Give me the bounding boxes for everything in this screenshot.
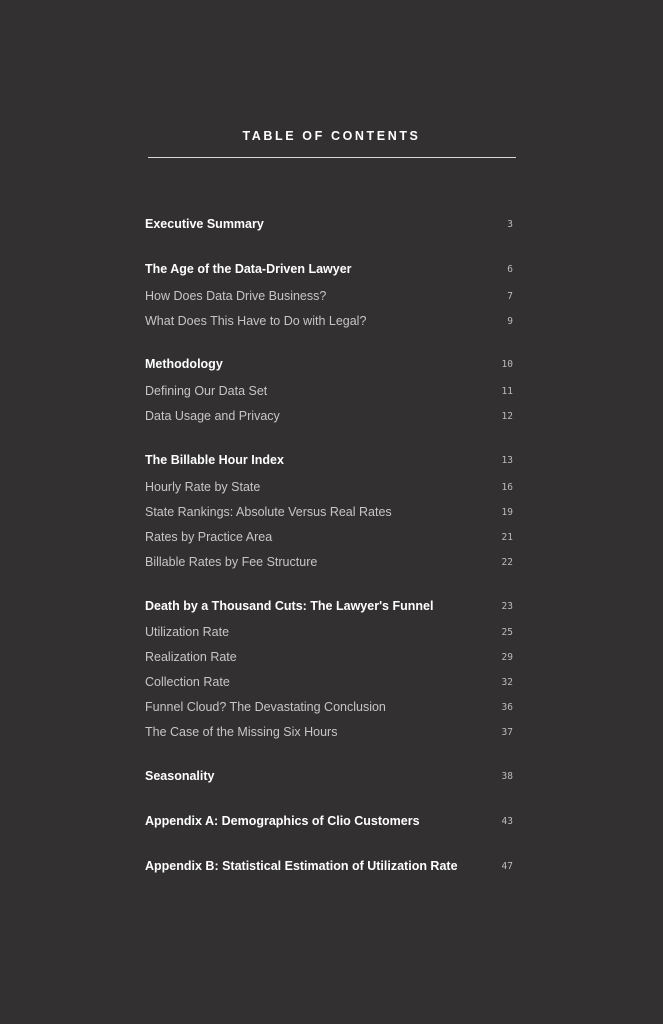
toc-entry-label: Funnel Cloud? The Devastating Conclusion xyxy=(145,700,386,714)
toc-entry-page: 32 xyxy=(501,676,513,688)
toc-entry-label: Utilization Rate xyxy=(145,625,230,639)
toc-subentry-missing-six-hours[interactable] xyxy=(145,723,513,741)
toc-subentry-collection-rate[interactable] xyxy=(145,673,513,691)
toc-entry-label: Methodology xyxy=(145,357,223,371)
toc-entry-seasonality[interactable] xyxy=(145,767,513,785)
title-divider xyxy=(148,157,516,158)
toc-subentry-realization-rate[interactable] xyxy=(145,648,513,666)
toc-entry-page: 36 xyxy=(501,701,513,713)
toc-subentry-practice-area[interactable] xyxy=(145,528,513,546)
toc-entry-label: Defining Our Data Set xyxy=(145,384,268,398)
toc-entry-page: 47 xyxy=(501,860,513,872)
toc-entry-page: 6 xyxy=(507,263,513,275)
toc-entry-page: 3 xyxy=(507,218,513,230)
toc-entry-label: The Case of the Missing Six Hours xyxy=(145,725,338,739)
toc-subentry-state-rankings[interactable] xyxy=(145,503,513,521)
toc-entry-page: 43 xyxy=(501,815,513,827)
toc-entry-methodology[interactable] xyxy=(145,355,513,373)
toc-subentry-funnel-cloud[interactable] xyxy=(145,698,513,716)
toc-entry-label: State Rankings: Absolute Versus Real Rates xyxy=(145,505,392,519)
toc-entry-label: Appendix A: Demographics of Clio Customers xyxy=(145,814,420,828)
toc-entry-page: 13 xyxy=(501,454,513,466)
toc-entry-page: 12 xyxy=(501,410,513,422)
toc-entry-page: 37 xyxy=(501,726,513,738)
toc-entry-label: Collection Rate xyxy=(145,675,230,689)
toc-entry-label: Hourly Rate by State xyxy=(145,480,261,494)
toc-subentry-fee-structure[interactable] xyxy=(145,553,513,571)
toc-entry-label: Executive Summary xyxy=(145,217,264,231)
toc-entry-page: 23 xyxy=(501,600,513,612)
toc-entry-appendix-b[interactable] xyxy=(145,857,513,875)
toc-entry-page: 29 xyxy=(501,651,513,663)
toc-entry-page: 38 xyxy=(501,770,513,782)
toc-entry-label: The Billable Hour Index xyxy=(145,453,284,467)
toc-subentry-data-drive-business[interactable] xyxy=(145,287,513,305)
toc-entry-label: Billable Rates by Fee Structure xyxy=(145,555,318,569)
toc-entry-executive-summary[interactable] xyxy=(145,215,513,233)
toc-entry-label: What Does This Have to Do with Legal? xyxy=(145,314,367,328)
toc-entry-label: Death by a Thousand Cuts: The Lawyer's Funnel xyxy=(145,599,434,613)
toc-entry-page: 21 xyxy=(501,531,513,543)
toc-entry-label: The Age of the Data-Driven Lawyer xyxy=(145,262,352,276)
toc-entry-page: 25 xyxy=(501,626,513,638)
toc-entry-page: 16 xyxy=(501,481,513,493)
toc-title: TABLE OF CONTENTS xyxy=(242,129,421,143)
toc-entry-page: 11 xyxy=(501,385,513,397)
toc-entry-billable-hour-index[interactable] xyxy=(145,451,513,469)
toc-entry-lawyers-funnel[interactable] xyxy=(145,597,513,615)
toc-entry-label: How Does Data Drive Business? xyxy=(145,289,327,303)
toc-entry-page: 10 xyxy=(501,358,513,370)
toc-entry-data-driven-lawyer[interactable] xyxy=(145,260,513,278)
toc-entry-page: 22 xyxy=(501,556,513,568)
toc-entry-label: Data Usage and Privacy xyxy=(145,409,280,423)
toc-entry-page: 7 xyxy=(507,290,513,302)
toc-entry-appendix-a[interactable] xyxy=(145,812,513,830)
toc-entry-label: Rates by Practice Area xyxy=(145,530,273,544)
toc-entry-label: Seasonality xyxy=(145,769,215,783)
toc-entry-page: 19 xyxy=(501,506,513,518)
toc-entry-label: Appendix B: Statistical Estimation of Utilization Rate xyxy=(145,859,458,873)
toc-subentry-legal[interactable] xyxy=(145,312,513,330)
toc-subentry-hourly-rate-state[interactable] xyxy=(145,478,513,496)
toc-subentry-utilization-rate[interactable] xyxy=(145,623,513,641)
toc-entry-page: 9 xyxy=(507,315,513,327)
toc-entry-label: Realization Rate xyxy=(145,650,237,664)
toc-subentry-data-usage[interactable] xyxy=(145,407,513,425)
toc-subentry-data-set[interactable] xyxy=(145,382,513,400)
